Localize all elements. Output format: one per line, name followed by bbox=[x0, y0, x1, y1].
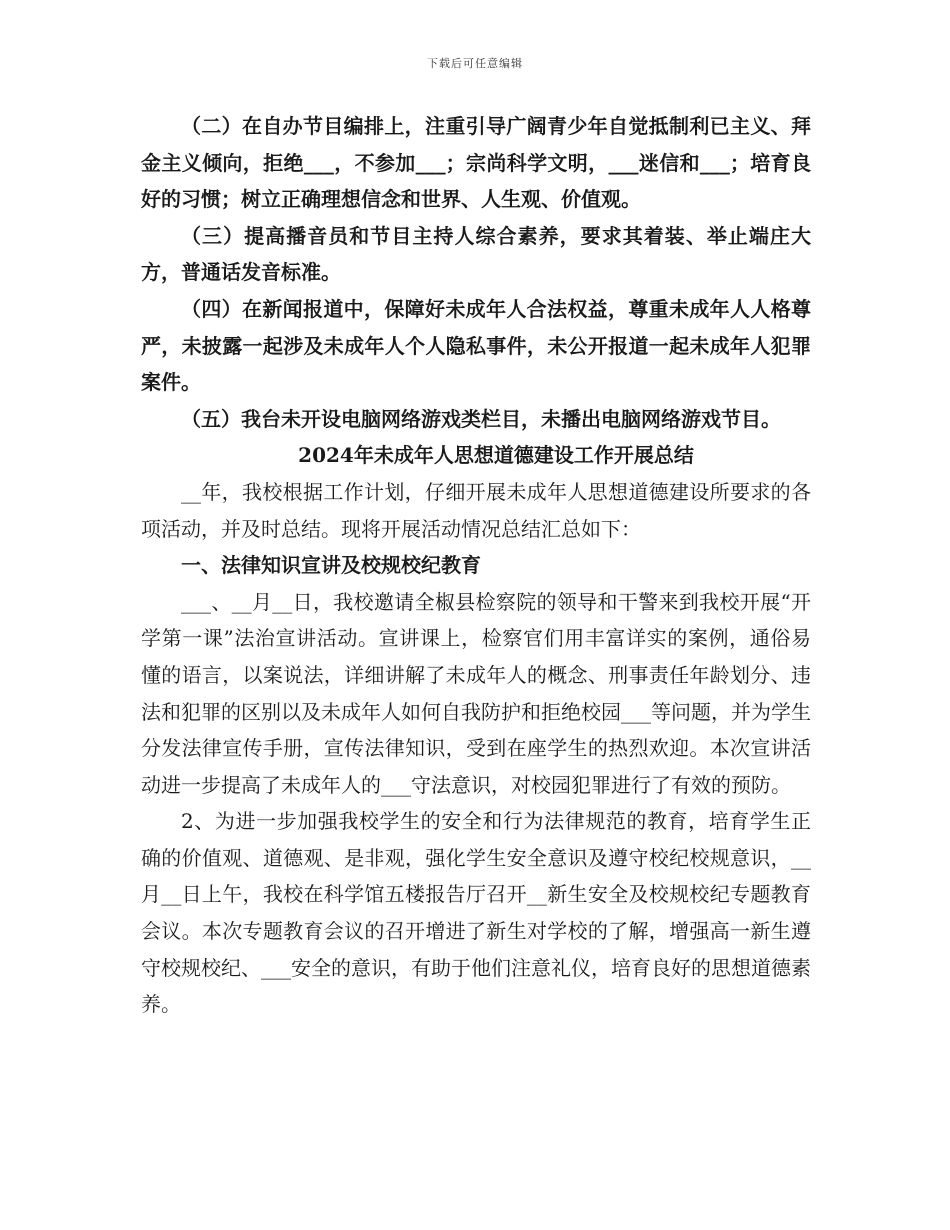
document-body bbox=[141, 108, 811, 1023]
section-1-paragraph-1: ___、__月__日，我校邀请全椒县检察院的领导和干警来到我校开展“开学第一课”法治宣讲活动。宣讲课上，检察官们用丰富详实的案例，通俗易懂的语言，以案说法，详细讲解了未成年人的概念、刑事责任年龄划分、违法和犯罪的区别以及未成年人如何自我防护和拒绝校园___等问题，并为学生分发法律宣传手册，宣传法律知识，受到在座学生的热烈欢迎。本次宣讲活动进一步提高了未成年人的___守法意识，对校园犯罪进行了有效的预防。 bbox=[141, 589, 811, 797]
intro-paragraph: __年，我校根据工作计划，仔细开展未成年人思想道德建设所要求的各项活动，并及时总结。现将开展活动情况总结汇总如下： bbox=[141, 479, 811, 541]
document-title: 2024年未成年人思想道德建设工作开展总结 bbox=[298, 443, 694, 468]
section-1-paragraph-2: 2、为进一步加强我校学生的安全和行为法律规范的教育，培育学生正确的价值观、道德观、是非观，强化学生安全意识及遵守校纪校规意识，__月__日上午，我校在科学馆五楼报告厅召开__新生安全及校规校纪专题教育会议。本次专题教育会议的召开增进了新生对学校的了解，增强高一新生遵守校规校纪、___安全的意识，有助于他们注意礼仪，培育良好的思想道德素养。 bbox=[141, 809, 811, 1017]
paragraph-4: （四）在新闻报道中，保障好未成年人合法权益，尊重未成年人人格尊严，未披露一起涉及未成年人个人隐私事件，未公开报道一起未成年人犯罪案件。 bbox=[141, 296, 811, 395]
paragraph-2: （二）在自办节目编排上，注重引导广阔青少年自觉抵制利已主义、拜金主义倾向，拒绝___，不参加___；宗尚科学文明，___迷信和___；培育良好的习惯；树立正确理想信念和世界、人生观、价值观。 bbox=[141, 114, 811, 212]
page-header: 下载后可任意编辑 bbox=[427, 57, 523, 70]
paragraph-5: （五）我台未开设电脑网络游戏类栏目，未播出电脑网络游戏节目。 bbox=[181, 406, 781, 431]
section-heading-1: 一、法律知识宣讲及校规校纪教育 bbox=[181, 553, 481, 578]
paragraph-3: （三）提高播音员和节目主持人综合素养，要求其着装、举止端庄大方，普通话发音标准。 bbox=[141, 223, 811, 285]
